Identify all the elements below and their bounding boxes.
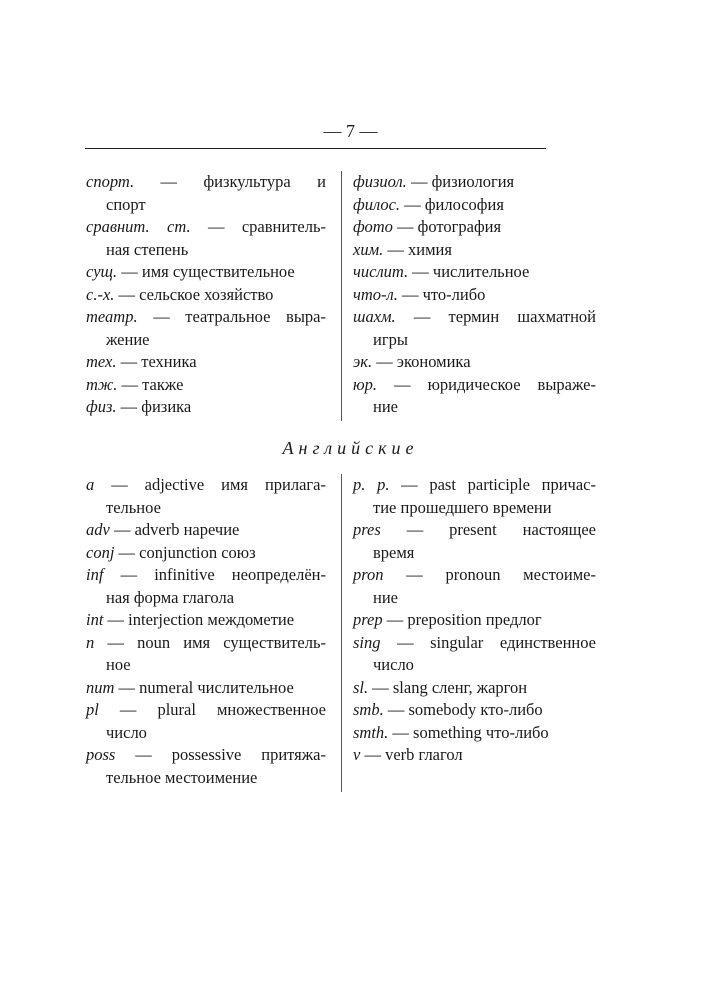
entry-abbreviation: inf xyxy=(86,565,104,584)
glossary-entry xyxy=(353,284,596,307)
entry-definition: — adverb наречие xyxy=(113,520,240,539)
entry-definition: — театральное выра- xyxy=(153,307,326,326)
entry-line xyxy=(353,194,596,217)
glossary-entry xyxy=(86,284,326,307)
entry-abbreviation: хим. xyxy=(353,239,384,259)
entry-definition-continuation: ние xyxy=(373,587,398,607)
entry-definition: — possessive притяжа- xyxy=(135,745,326,764)
glossary-entry xyxy=(86,261,326,284)
glossary-entry xyxy=(86,564,326,609)
entry-definition: — сравнитель- xyxy=(207,217,326,236)
glossary-entry xyxy=(353,722,596,745)
entry-abbreviation: сравнит. ст. xyxy=(86,217,191,236)
entry-line xyxy=(353,474,596,497)
glossary-entry xyxy=(86,609,326,632)
glossary-entry xyxy=(86,351,326,374)
glossary-entry xyxy=(86,519,326,542)
entry-definition: — также xyxy=(121,374,184,394)
entry-definition-continuation: спорт xyxy=(106,194,146,214)
entry-line xyxy=(353,261,596,284)
entry-definition: — verb глагол xyxy=(364,745,463,764)
entry-abbreviation: n xyxy=(86,632,95,652)
entry-line xyxy=(86,216,326,239)
entry-definition-continuation: ная степень xyxy=(106,239,189,259)
glossary-entry xyxy=(353,216,596,239)
entry-definition: — физика xyxy=(120,397,192,416)
entry-line xyxy=(86,744,326,767)
entry-definition: — pronoun местоиме- xyxy=(406,565,596,584)
entry-abbreviation: физиол. xyxy=(353,172,407,191)
header-rule xyxy=(85,148,546,149)
entry-line xyxy=(353,677,596,700)
entry-definition: — техника xyxy=(120,352,197,371)
entry-abbreviation: prep xyxy=(353,610,383,629)
entry-definition: — что-либо xyxy=(401,284,486,304)
entry-definition-continuation: число xyxy=(106,722,147,742)
entry-definition: — фотография xyxy=(397,217,502,236)
entry-abbreviation: филос. xyxy=(353,194,401,214)
entry-definition: — физиология xyxy=(410,172,515,191)
entry-definition: — химия xyxy=(387,239,452,259)
entry-line xyxy=(86,284,326,307)
entry-line xyxy=(86,306,326,329)
entry-line xyxy=(353,374,596,397)
entry-definition-continuation: ная форма глагола xyxy=(106,587,235,607)
glossary-entry xyxy=(353,519,596,564)
glossary-entry xyxy=(86,306,326,351)
entry-definition-continuation: ние xyxy=(373,397,398,416)
entry-line xyxy=(353,216,596,239)
entry-definition-continuation: тельное xyxy=(106,497,161,517)
glossary-entry xyxy=(353,239,596,262)
entry-abbreviation: int xyxy=(86,610,104,629)
entry-line xyxy=(86,564,326,587)
entry-abbreviation: conj xyxy=(86,542,115,562)
entry-abbreviation: smb. xyxy=(353,700,384,719)
entry-line xyxy=(353,722,596,745)
entry-definition: — present настоящее xyxy=(406,520,597,539)
russian-abbreviations-section xyxy=(86,171,596,421)
glossary-entry xyxy=(86,474,326,519)
entry-line xyxy=(353,171,596,194)
glossary-entry xyxy=(353,744,596,767)
column-divider xyxy=(341,171,342,421)
entry-abbreviation: sing xyxy=(353,632,381,652)
entry-definition: — something что-либо xyxy=(392,722,549,742)
entry-definition: — юридическое выраже- xyxy=(394,374,596,394)
entry-definition: — slang сленг, жаргон xyxy=(372,677,528,697)
entry-line xyxy=(353,564,596,587)
entry-definition-continuation: тельное местоимение xyxy=(106,767,258,787)
entry-definition: — past participle причас- xyxy=(401,475,596,494)
entry-line xyxy=(86,632,326,655)
entry-definition: — экономика xyxy=(376,352,471,371)
entry-abbreviation: тех. xyxy=(86,352,117,371)
entry-line xyxy=(353,519,596,542)
entry-definition-continuation: число xyxy=(373,655,414,674)
left-column xyxy=(86,474,326,789)
glossary-entry xyxy=(353,194,596,217)
glossary-entry xyxy=(353,564,596,609)
entry-line xyxy=(353,239,596,262)
left-column xyxy=(86,171,326,419)
right-column xyxy=(353,474,596,767)
glossary-entry xyxy=(353,306,596,351)
entry-line xyxy=(86,474,326,497)
entry-line xyxy=(86,677,326,700)
glossary-entry xyxy=(86,677,326,700)
entry-abbreviation: pron xyxy=(353,565,384,584)
entry-abbreviation: sl. xyxy=(353,677,369,697)
entry-abbreviation: что-л. xyxy=(353,284,398,304)
entry-definition: — философия xyxy=(404,194,504,214)
entry-definition: — preposition предлог xyxy=(386,610,542,629)
glossary-entry xyxy=(86,542,326,565)
page-number: — 7 — xyxy=(323,121,378,141)
entry-line xyxy=(353,284,596,307)
entry-abbreviation: p. p. xyxy=(353,475,390,494)
glossary-entry xyxy=(353,677,596,700)
entry-definition: — numeral числительное xyxy=(118,677,294,697)
entry-line xyxy=(86,374,326,397)
entry-definition-continuation: тие прошедшего времени xyxy=(373,497,552,517)
entry-abbreviation: сущ. xyxy=(86,262,118,281)
entry-definition: — plural множественное xyxy=(119,700,326,719)
entry-line xyxy=(86,519,326,542)
entry-definition-continuation: жение xyxy=(106,329,150,349)
entry-abbreviation: a xyxy=(86,475,95,494)
glossary-entry xyxy=(86,216,326,261)
glossary-entry xyxy=(86,396,326,419)
entry-abbreviation: smth. xyxy=(353,722,389,742)
entry-definition: — числительное xyxy=(412,262,530,281)
entry-definition: — noun имя существитель- xyxy=(107,632,327,652)
entry-abbreviation: pl xyxy=(86,700,99,719)
glossary-entry xyxy=(86,374,326,397)
entry-abbreviation: v xyxy=(353,745,361,764)
glossary-entry xyxy=(353,351,596,374)
entry-abbreviation: с.-х. xyxy=(86,284,115,304)
entry-line xyxy=(86,351,326,374)
entry-definition: — сельское хозяйство xyxy=(118,284,274,304)
glossary-entry xyxy=(353,632,596,677)
entry-definition: — conjunction союз xyxy=(118,542,256,562)
glossary-entry xyxy=(353,699,596,722)
glossary-entry xyxy=(86,744,326,789)
glossary-entry xyxy=(353,261,596,284)
entry-abbreviation: pres xyxy=(353,520,381,539)
entry-line xyxy=(86,542,326,565)
entry-definition-continuation: игры xyxy=(373,329,408,349)
entry-abbreviation: фото xyxy=(353,217,393,236)
glossary-entry xyxy=(353,474,596,519)
entry-line xyxy=(353,351,596,374)
entry-line xyxy=(86,261,326,284)
entry-definition: — somebody кто-либо xyxy=(387,700,543,719)
entry-line xyxy=(353,632,596,655)
glossary-entry xyxy=(86,171,326,216)
entry-definition-continuation: ное xyxy=(106,655,131,674)
column-divider xyxy=(341,474,342,792)
entry-definition: — имя существительное xyxy=(121,262,295,281)
glossary-entry xyxy=(86,699,326,744)
entry-abbreviation: шахм. xyxy=(353,307,396,326)
entry-line xyxy=(353,744,596,767)
entry-line xyxy=(353,306,596,329)
entry-definition: — физкультура и xyxy=(160,172,326,191)
entry-abbreviation: числит. xyxy=(353,262,409,281)
entry-definition: — термин шахматной xyxy=(413,307,597,326)
glossary-entry xyxy=(353,609,596,632)
entry-abbreviation: юр. xyxy=(353,374,378,394)
entry-definition-continuation: время xyxy=(373,542,415,562)
entry-line xyxy=(86,609,326,632)
entry-abbreviation: физ. xyxy=(86,397,117,416)
entry-definition: — infinitive неопределён- xyxy=(120,565,327,584)
entry-abbreviation: эк. xyxy=(353,352,373,371)
glossary-entry xyxy=(353,171,596,194)
entry-abbreviation: adv xyxy=(86,520,110,539)
glossary-entry xyxy=(86,632,326,677)
entry-line xyxy=(86,699,326,722)
entry-line xyxy=(86,171,326,194)
entry-definition: — singular единственное xyxy=(397,632,596,652)
entry-abbreviation: num xyxy=(86,677,115,697)
english-abbreviations-section xyxy=(86,474,596,794)
right-column xyxy=(353,171,596,419)
entry-abbreviation: тж. xyxy=(86,374,118,394)
entry-abbreviation: poss xyxy=(86,745,116,764)
entry-line xyxy=(353,699,596,722)
entry-definition: — interjection междометие xyxy=(107,610,295,629)
entry-abbreviation: театр. xyxy=(86,307,138,326)
entry-line xyxy=(86,396,326,419)
entry-line xyxy=(353,609,596,632)
section-heading-english: Английские xyxy=(282,438,419,458)
entry-abbreviation: спорт. xyxy=(86,172,135,191)
entry-definition: — adjective имя прилага- xyxy=(111,475,326,494)
glossary-entry xyxy=(353,374,596,419)
